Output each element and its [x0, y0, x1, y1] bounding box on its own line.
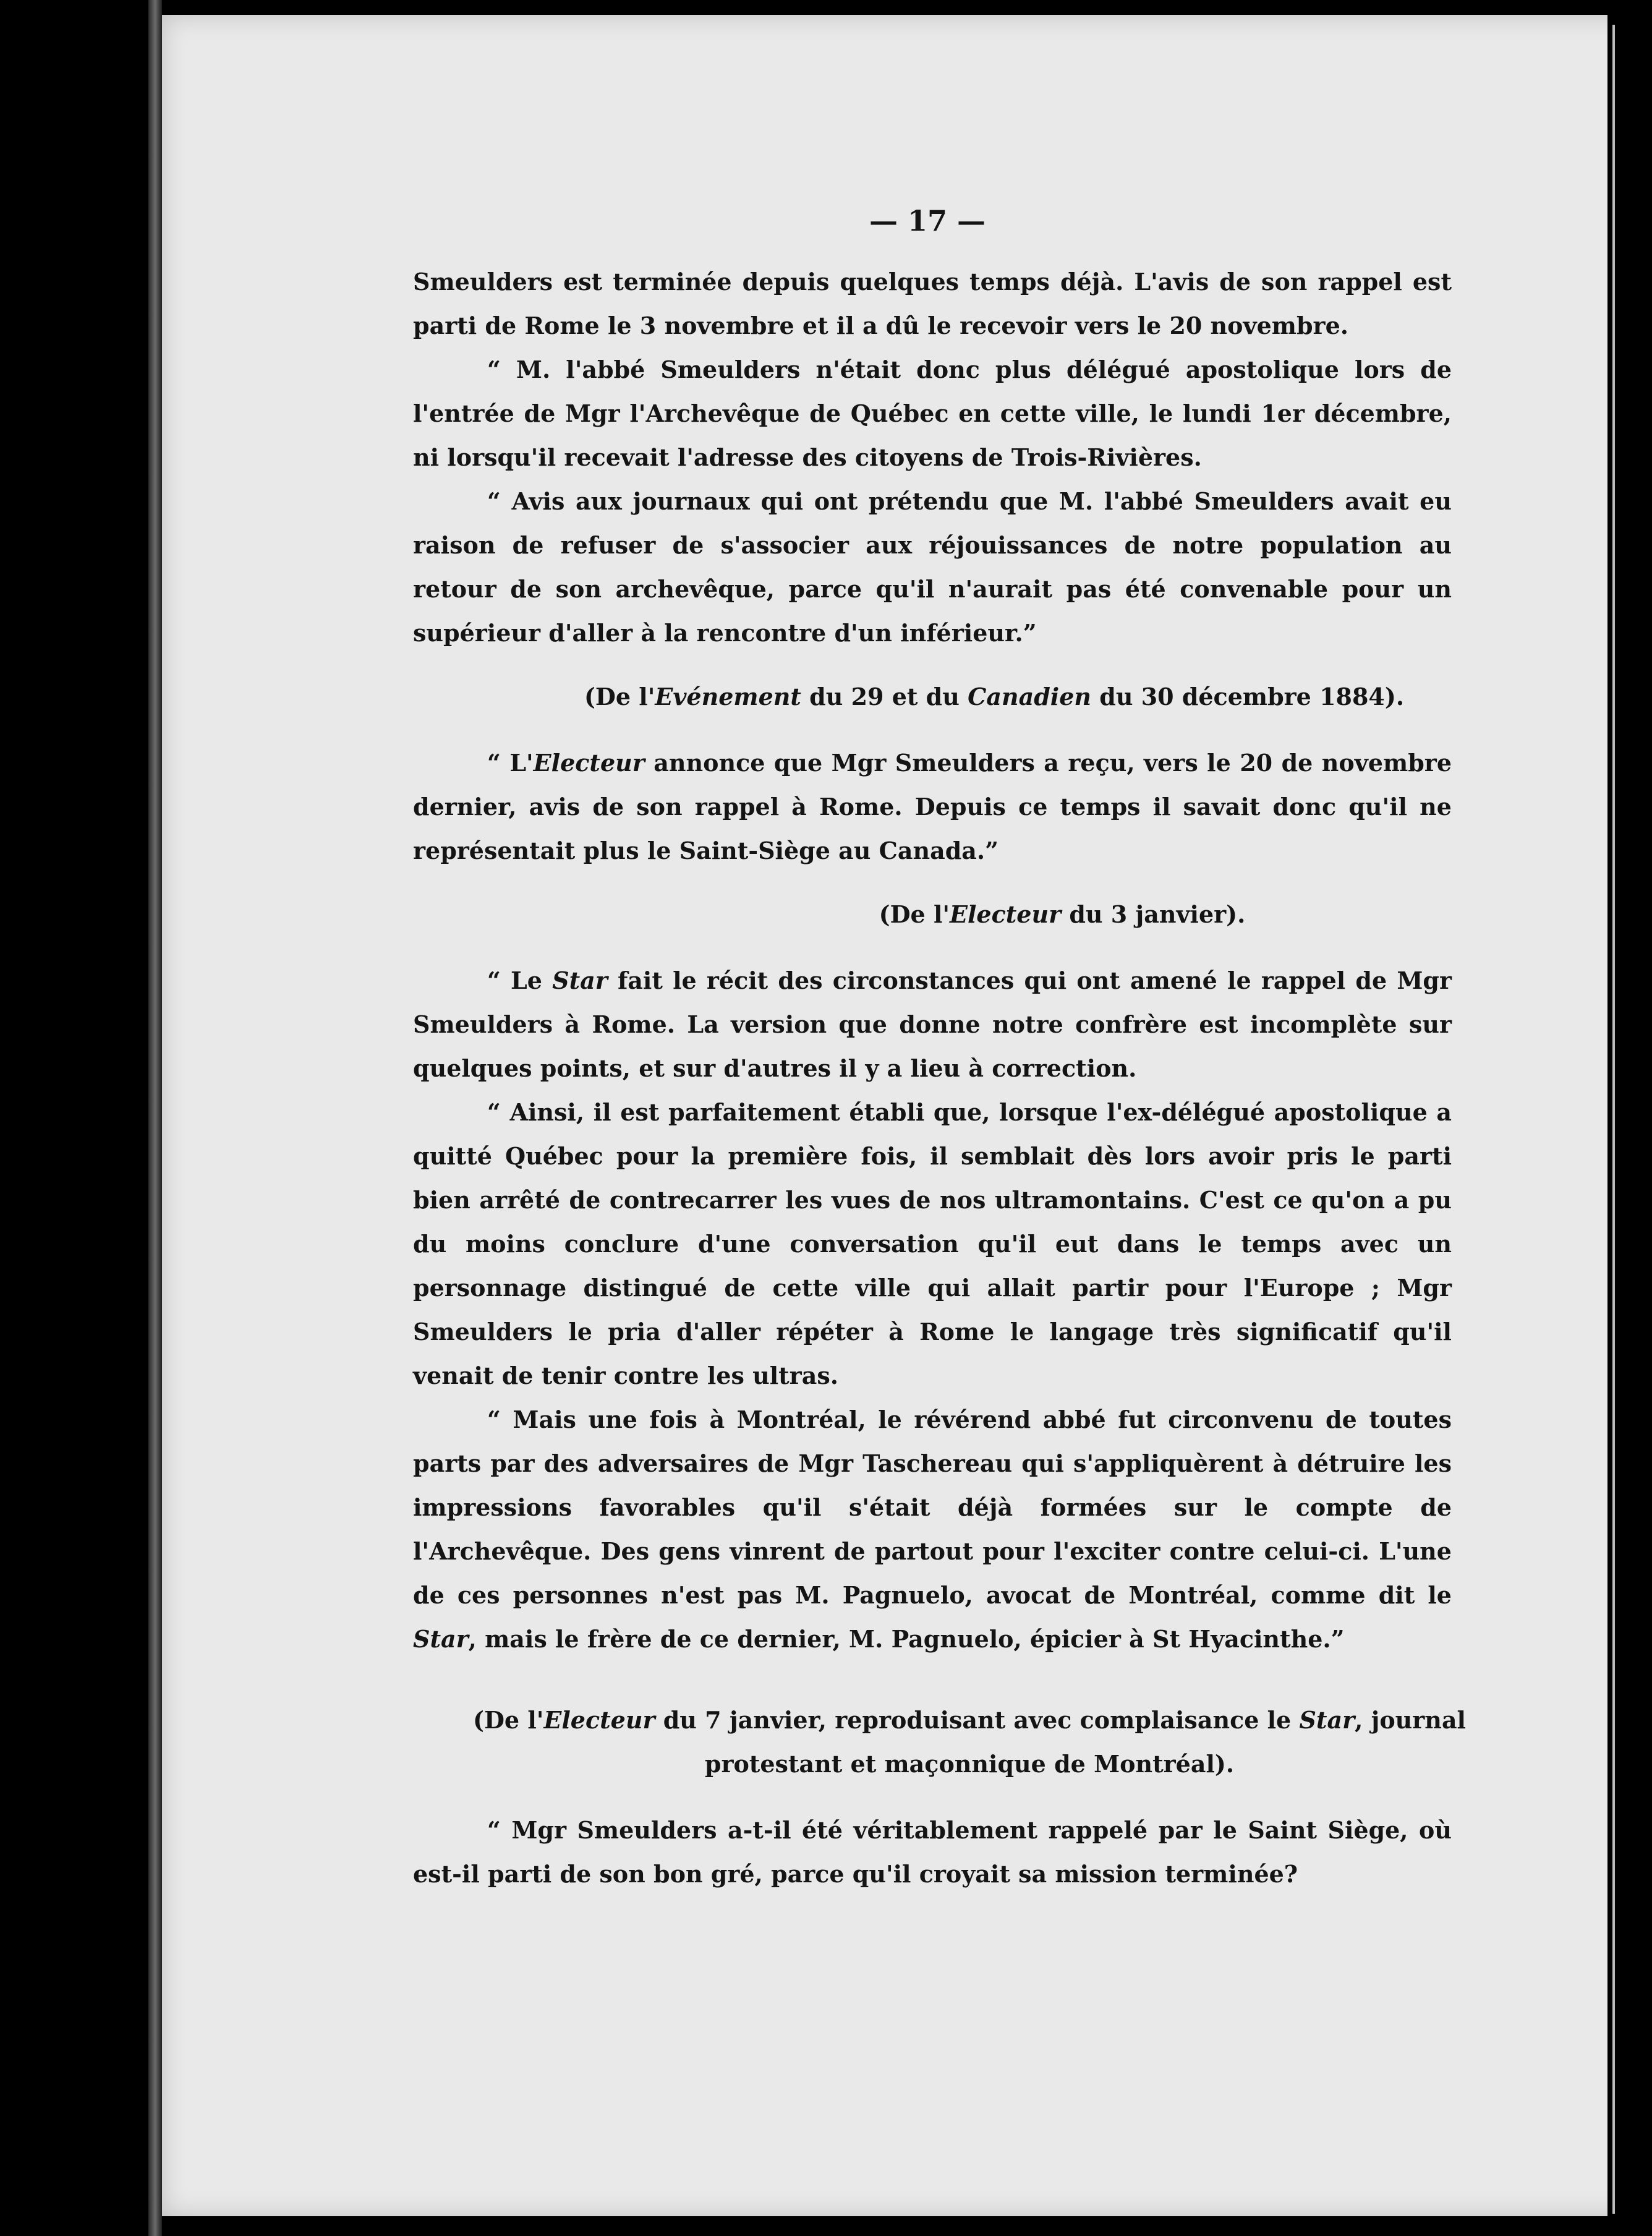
citation-2-text: du 3 janvier).: [1061, 900, 1246, 928]
citation-2-text: (De l': [879, 900, 950, 928]
paragraph-4-source: Electeur: [533, 749, 645, 777]
page-number: — 17 —: [869, 204, 986, 237]
book-spine-edge: [148, 0, 162, 2236]
paragraph-4-text: “ L': [487, 749, 534, 777]
citation-3-text: (De l': [472, 1706, 544, 1734]
paragraph-4-text: annonce que Mgr Smeulders a reçu, vers le 20 de novembre dernier, avis de son rappel à Rome. Depuis ce temps il savait donc qu'il ne représentait plus le Saint-Siège au Canada.”: [413, 749, 1452, 864]
citation-3-text: du 7 janvier, reproduisant avec complaisance le: [655, 1706, 1300, 1734]
paragraph-3: “ Avis aux journaux qui ont prétendu que M. l'abbé Smeulders avait eu raison de refuser de s'associer aux réjouissances de notre population au retour de son archevêque, parce qu'il n'aurait pas été convenable pour un supérieur d'aller à la rencontre d'un inférieur.”: [413, 487, 1452, 647]
citation-1-source-1: Evénement: [655, 683, 801, 710]
paragraph-7-text: “ Mais une fois à Montréal, le révérend abbé fut circonvenu de toutes parts par des adversaires de Mgr Taschereau qui s'appliquèrent à détruire les impressions favorables qu'il s'était déjà formées sur le compte de l'Archevêque. Des gens vinrent de partout pour l'exciter contre celui-ci. L'une de ces personnes n'est pas M. Pagnuelo, avocat de Montréal, comme dit le: [413, 1406, 1452, 1609]
paragraph-7: [413, 1398, 1452, 1661]
paragraph-1: Smeulders est terminée depuis quelques temps déjà. L'avis de son rappel est parti de Rome le 3 novembre et il a dû le recevoir vers le 20 novembre.: [413, 268, 1452, 339]
paragraph-5-source: Star: [552, 967, 608, 994]
paragraph-7-text: , mais le frère de ce dernier, M. Pagnuelo, épicier à St Hyacinthe.”: [468, 1625, 1345, 1653]
paragraph-7-source: Star: [413, 1625, 469, 1653]
citation-3: [462, 1698, 1476, 1786]
citation-1: [537, 675, 1452, 719]
citation-1-text: du 29 et du: [801, 683, 968, 710]
paragraph-5-text: “ Le: [487, 967, 553, 994]
paragraph-2: “ M. l'abbé Smeulders n'était donc plus délégué apostolique lors de l'entrée de Mgr l'Archevêque de Québec en cette ville, le lundi 1er décembre, ni lorsqu'il recevait l'adresse des citoyens de Trois-Rivières.: [413, 356, 1452, 471]
citation-2: [673, 892, 1452, 936]
citation-3-text: , journal protestant et maçonnique de Montréal).: [704, 1706, 1466, 1778]
citation-3-source-1: Electeur: [543, 1706, 655, 1734]
citation-1-text: du 30 décembre 1884).: [1091, 683, 1405, 710]
paragraph-5: [413, 958, 1452, 1090]
citation-1-text: (De l': [584, 683, 655, 710]
paragraph-8: “ Mgr Smeulders a-t-il été véritablement rappelé par le Saint Siège, où est-il parti de son bon gré, parce qu'il croyait sa mission terminée?: [413, 1816, 1452, 1888]
paragraph-5-text: fait le récit des circonstances qui ont amené le rappel de Mgr Smeulders à Rome. La version que donne notre confrère est incomplète sur quelques points, et sur d'autres il y a lieu à correction.: [413, 967, 1452, 1082]
citation-1-source-2: Canadien: [968, 683, 1092, 710]
page-edge-line: [1612, 25, 1615, 2214]
citation-3-source-2: Star: [1299, 1706, 1355, 1734]
paragraph-6: “ Ainsi, il est parfaitement établi que, lorsque l'ex-délégué apostolique a quitté Québec pour la première fois, il semblait dès lors avoir pris le parti bien arrêté de contrecarrer les vues de nos ultramontains. C'est ce qu'on a pu du moins conclure d'une conversation qu'il eut dans le temps avec un personnage distingué de cette ville qui allait partir pour l'Europe ; Mgr Smeulders le pria d'aller répéter à Rome le langage très significatif qu'il venait de tenir contre les ultras.: [413, 1098, 1452, 1389]
body-text: [413, 260, 1466, 1896]
paragraph-4: [413, 741, 1452, 873]
citation-2-source: Electeur: [950, 900, 1062, 928]
